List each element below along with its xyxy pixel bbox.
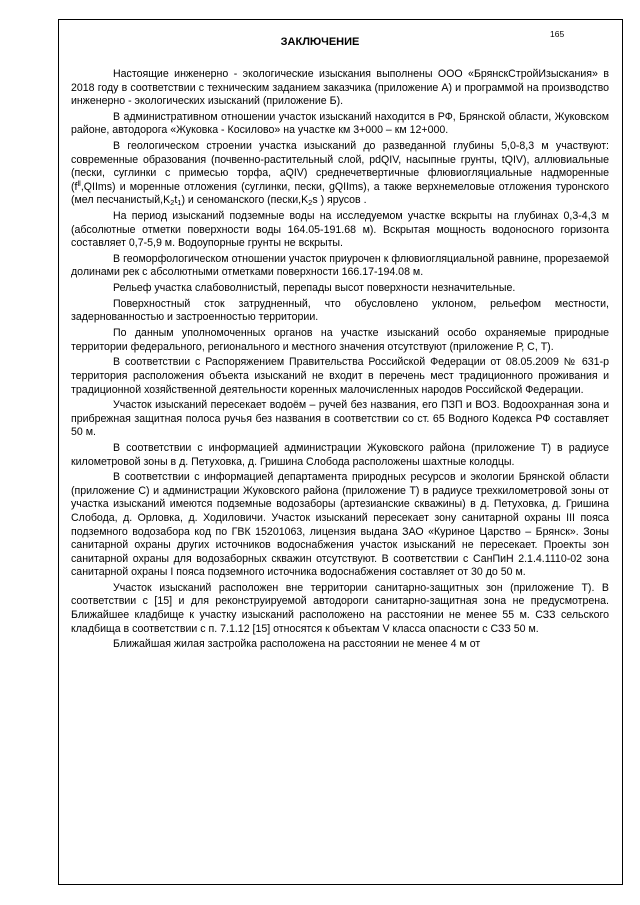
paragraph-relief: Рельеф участка слабоволнистый, перепады высот поверхности незначительные. xyxy=(113,282,516,295)
paragraph-water-intakes: В соответствии с информацией департамента природных ресурсов и экологии Брянской области (приложение С) и администрации Жуковского района (приложение Т) в радиусе трехкилометровой зоны от участка изысканий имеются подземные водозаборы (артезианские скважины) в д. Петуховка, д. Гришина Слобода, д. Орловка, д. Ходиловичи. Участок изысканий пересекает зону санитарной охраны III пояса подземного водозабора код по ГВК 15201063, лицензия выдана ЗАО «Куриное Царство – Брянск». Зоны санитарной охраны других источников водоснабжения участок изысканий не пересекает. Проекты зон санитарной охраны для водозаборных скважин отсутствуют. В соответствии с СанПиН 2.1.4.1110-02 зона санитарной охраны I пояса подземного источника водоснабжения составляет от 30 до 50 м. xyxy=(71,471,609,579)
paragraph-geomorphology: В геоморфологическом отношении участок приурочен к флювиогляциальной равнине, прорезаемой долинами рек с абсолютными отметками поверхности 166.17-194.08 м. xyxy=(71,252,609,279)
paragraph-location: В административном отношении участок изысканий находится в РФ, Брянской области, Жуковском районе, автодорога «Жуковка - Косилово» на участке км 3+000 – км 12+000. xyxy=(71,110,609,137)
page-number: 165 xyxy=(550,29,565,39)
paragraph-waterbody: Участок изысканий пересекает водоём – ручей без названия, его ПЗП и ВОЗ. Водоохранная зона и прибрежная защитная полоса ручья без названия в соответствии со ст. 65 Водного Кодекса РФ составляет 50 м. xyxy=(71,399,609,439)
paragraph-intro: Настоящие инженерно - экологические изыскания выполнены ООО «БрянскСтройИзыскания» в 2018 году в соответствии с техническим заданием заказчика (приложение А) и программой на производство инженерно - экологических изысканий (приложение Б). xyxy=(71,68,609,108)
paragraph-protected-areas: По данным уполномоченных органов на участке изысканий особо охраняемые природные территории федерального, регионального и местного значения отсутствуют (приложение Р, С, Т). xyxy=(71,327,609,353)
paragraph-runoff: Поверхностный сток затрудненный, что обусловлено уклоном, рельефом местности, задернованностью и застроенностью территории. xyxy=(71,297,609,324)
paragraph-groundwater: На период изысканий подземные воды на исследуемом участке вскрыты на глубинах 0,3-4,3 м (абсолютные отметки поверхности воды 164.05-191.68 м). Вскрытая мощность водоносного горизонта составляет 0,7-5,9 м. Водоупорные грунты не вскрыты. xyxy=(71,210,609,250)
paragraph-geology: В геологическом строении участка изысканий до разведанной глубины 5,0-8,3 м участвуют: современные образования (почвенно-растительный слой, pdQIV, насыпные грунты, tQIV), аллювиальные (пески, суглинки с примесью торфа, aQIV) среднечетвертичные флювиогляциальные надморенные $(f^{ll},QIIms)$ и моренные отложения (суглинки, пески, gQIIms), а также верхнемеловые отложения туронского (мел $песчанистый,K_2t_1$) и сеноманского ($пески,K_2s$ ) ярусов . xyxy=(71,140,609,208)
paragraph-sanitary-zones: Участок изысканий расположен вне территории санитарно-защитных зон (приложение Т). В соответствии с [15] и для реконструируемой автодороги санитарно-защитная зона не предусмотрена. Ближайшее кладбище к участку изысканий расположено на расстоянии не менее 55 м. СЗЗ сельского кладбища в соответствии с п. 7.1.12 [15] относятся к объектам V класса опасности с СЗЗ 50 м. xyxy=(71,581,609,635)
page-title: ЗАКЛЮЧЕНИЕ xyxy=(280,36,360,48)
paragraph-indigenous: В соответствии с Распоряжением Правительства Российской Федерации от 08.05.2009 № 631-р территория расположения объекта изысканий не входит в перечень мест традиционного проживания и традиционной хозяйственной деятельности коренных малочисленных народов Российской Федерации. xyxy=(71,356,609,396)
paragraph-housing: Ближайшая жилая застройка расположена на расстоянии не менее 4 м от xyxy=(113,638,481,651)
paragraph-wells: В соответствии с информацией администрации Жуковского района (приложение Т) в радиусе километровой зоны в д. Петуховка, д. Гришина Слобода расположены шахтные колодцы. xyxy=(71,442,609,468)
conclusion-text xyxy=(71,68,609,654)
